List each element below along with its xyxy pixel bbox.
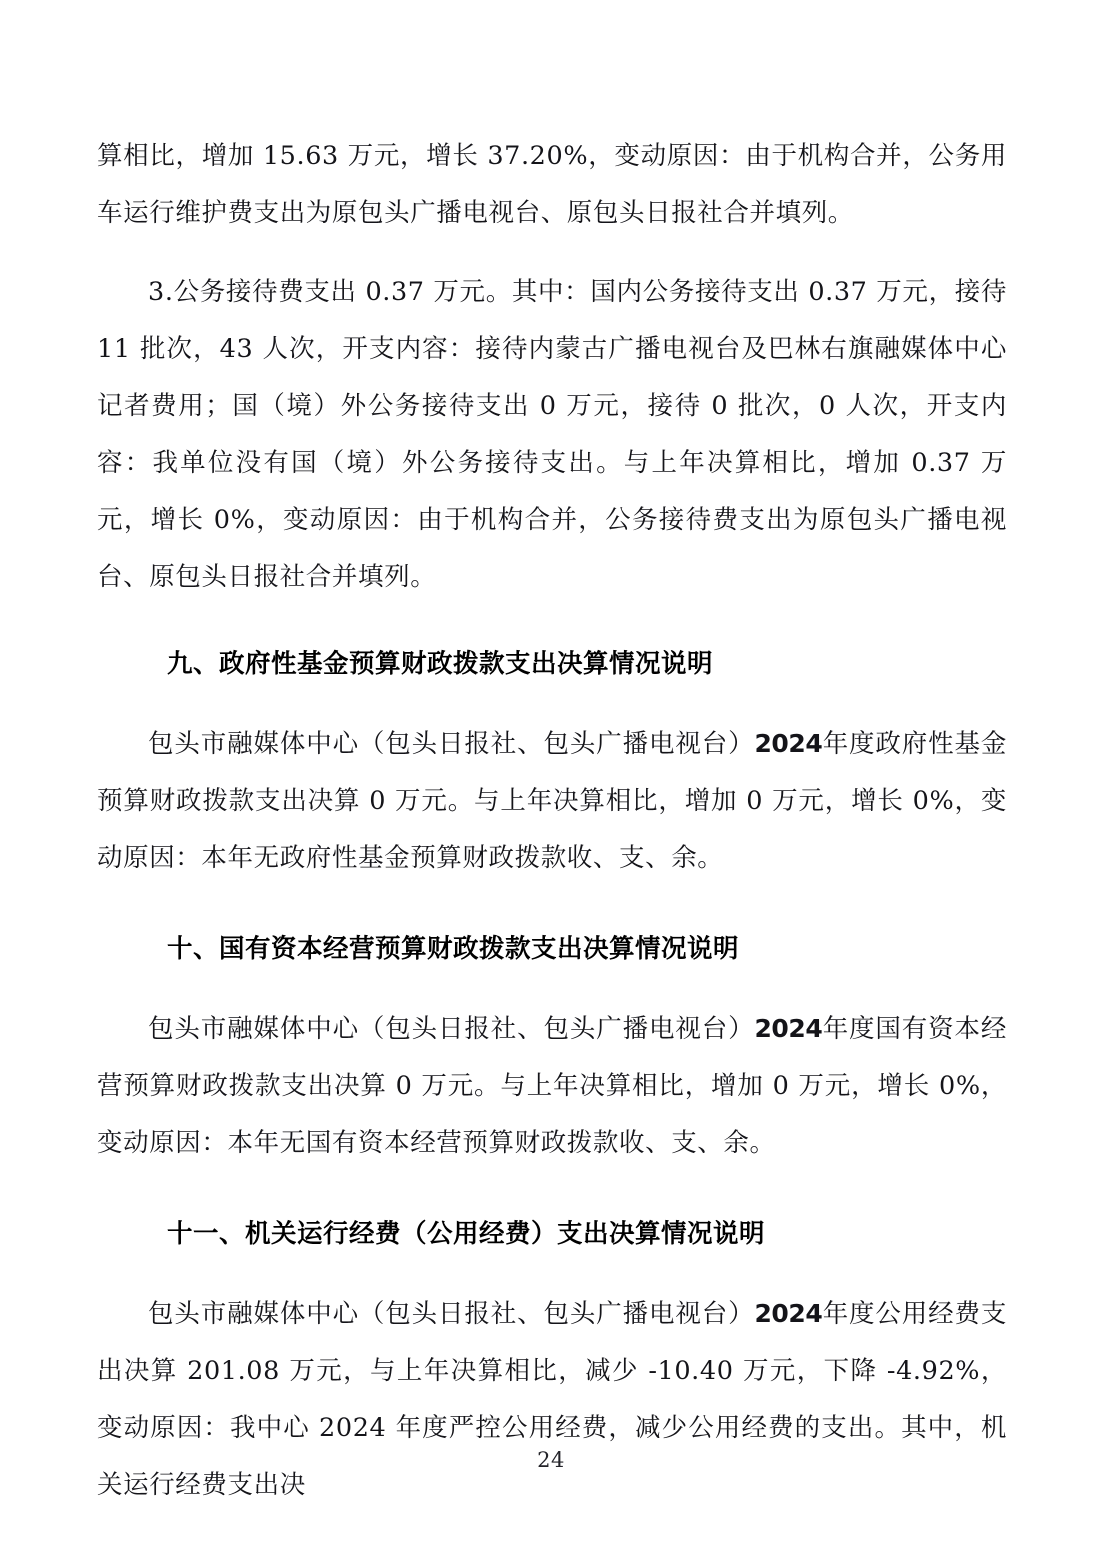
spacer xyxy=(97,606,1007,636)
document-body xyxy=(97,128,1007,1514)
paragraph-state-capital-budget xyxy=(97,1000,1007,1172)
heading-agency-operating-expenses: 十一、机关运行经费（公用经费）支出决算情况说明 xyxy=(167,1219,766,1249)
spacer xyxy=(97,887,1007,921)
fiscal-year-label: 2024 xyxy=(754,1299,823,1328)
paragraph-text-tail: 年度公用经费支出决算 201.08 万元，与上年决算相比，减少 -10.40 万元，下降 -4.92%，变动原因：我中心 2024 年度严控公用经费，减少公用经费的支出。其中，机关运行经费支出决 xyxy=(97,1299,1007,1500)
spacer xyxy=(97,978,1007,1000)
spacer xyxy=(97,242,1007,264)
spacer xyxy=(97,1172,1007,1206)
page-number: 24 xyxy=(537,1448,565,1472)
paragraph-agency-operating-expenses xyxy=(97,1285,1007,1514)
paragraph-text-tail: 年度政府性基金预算财政拨款支出决算 0 万元。与上年决算相比，增加 0 万元，增长 0%，变动原因：本年无政府性基金预算财政拨款收、支、余。 xyxy=(97,729,1007,873)
heading-state-capital-budget: 十、国有资本经营预算财政拨款支出决算情况说明 xyxy=(167,934,740,964)
heading-government-fund-budget: 九、政府性基金预算财政拨款支出决算情况说明 xyxy=(167,649,714,679)
paragraph-official-vehicle-continued: 算相比，增加 15.63 万元，增长 37.20%，变动原因：由于机构合并，公务用车运行维护费支出为原包头广播电视台、原包头日报社合并填列。 xyxy=(97,141,1007,228)
paragraph-text-tail: 年度国有资本经营预算财政拨款支出决算 0 万元。与上年决算相比，增加 0 万元，增长 0%，变动原因：本年无国有资本经营预算财政拨款收、支、余。 xyxy=(97,1014,1007,1158)
paragraph-text-lead: 包头市融媒体中心（包头日报社、包头广播电视台） xyxy=(148,1299,755,1329)
fiscal-year-label: 2024 xyxy=(754,1014,823,1043)
paragraph-text-lead: 包头市融媒体中心（包头日报社、包头广播电视台） xyxy=(148,729,755,759)
spacer xyxy=(97,693,1007,715)
paragraph-hospitality-expenses: 3.公务接待费支出 0.37 万元。其中：国内公务接待支出 0.37 万元，接待 11 批次，43 人次，开支内容：接待内蒙古广播电视台及巴林右旗融媒体中心记者费用；国（境）外公务接待支出 0 万元，接待 0 批次，0 人次，开支内容：我单位没有国（境）外公务接待支出。与上年决算相比，增加 0.37 万元，增长 0%，变动原因：由于机构合并，公务接待费支出为原包头广播电视台、原包头日报社合并填列。 xyxy=(97,277,1007,592)
fiscal-year-label: 2024 xyxy=(754,729,823,758)
paragraph-text-lead: 包头市融媒体中心（包头日报社、包头广播电视台） xyxy=(148,1014,755,1044)
spacer xyxy=(97,1263,1007,1285)
paragraph-government-fund-budget xyxy=(97,715,1007,887)
